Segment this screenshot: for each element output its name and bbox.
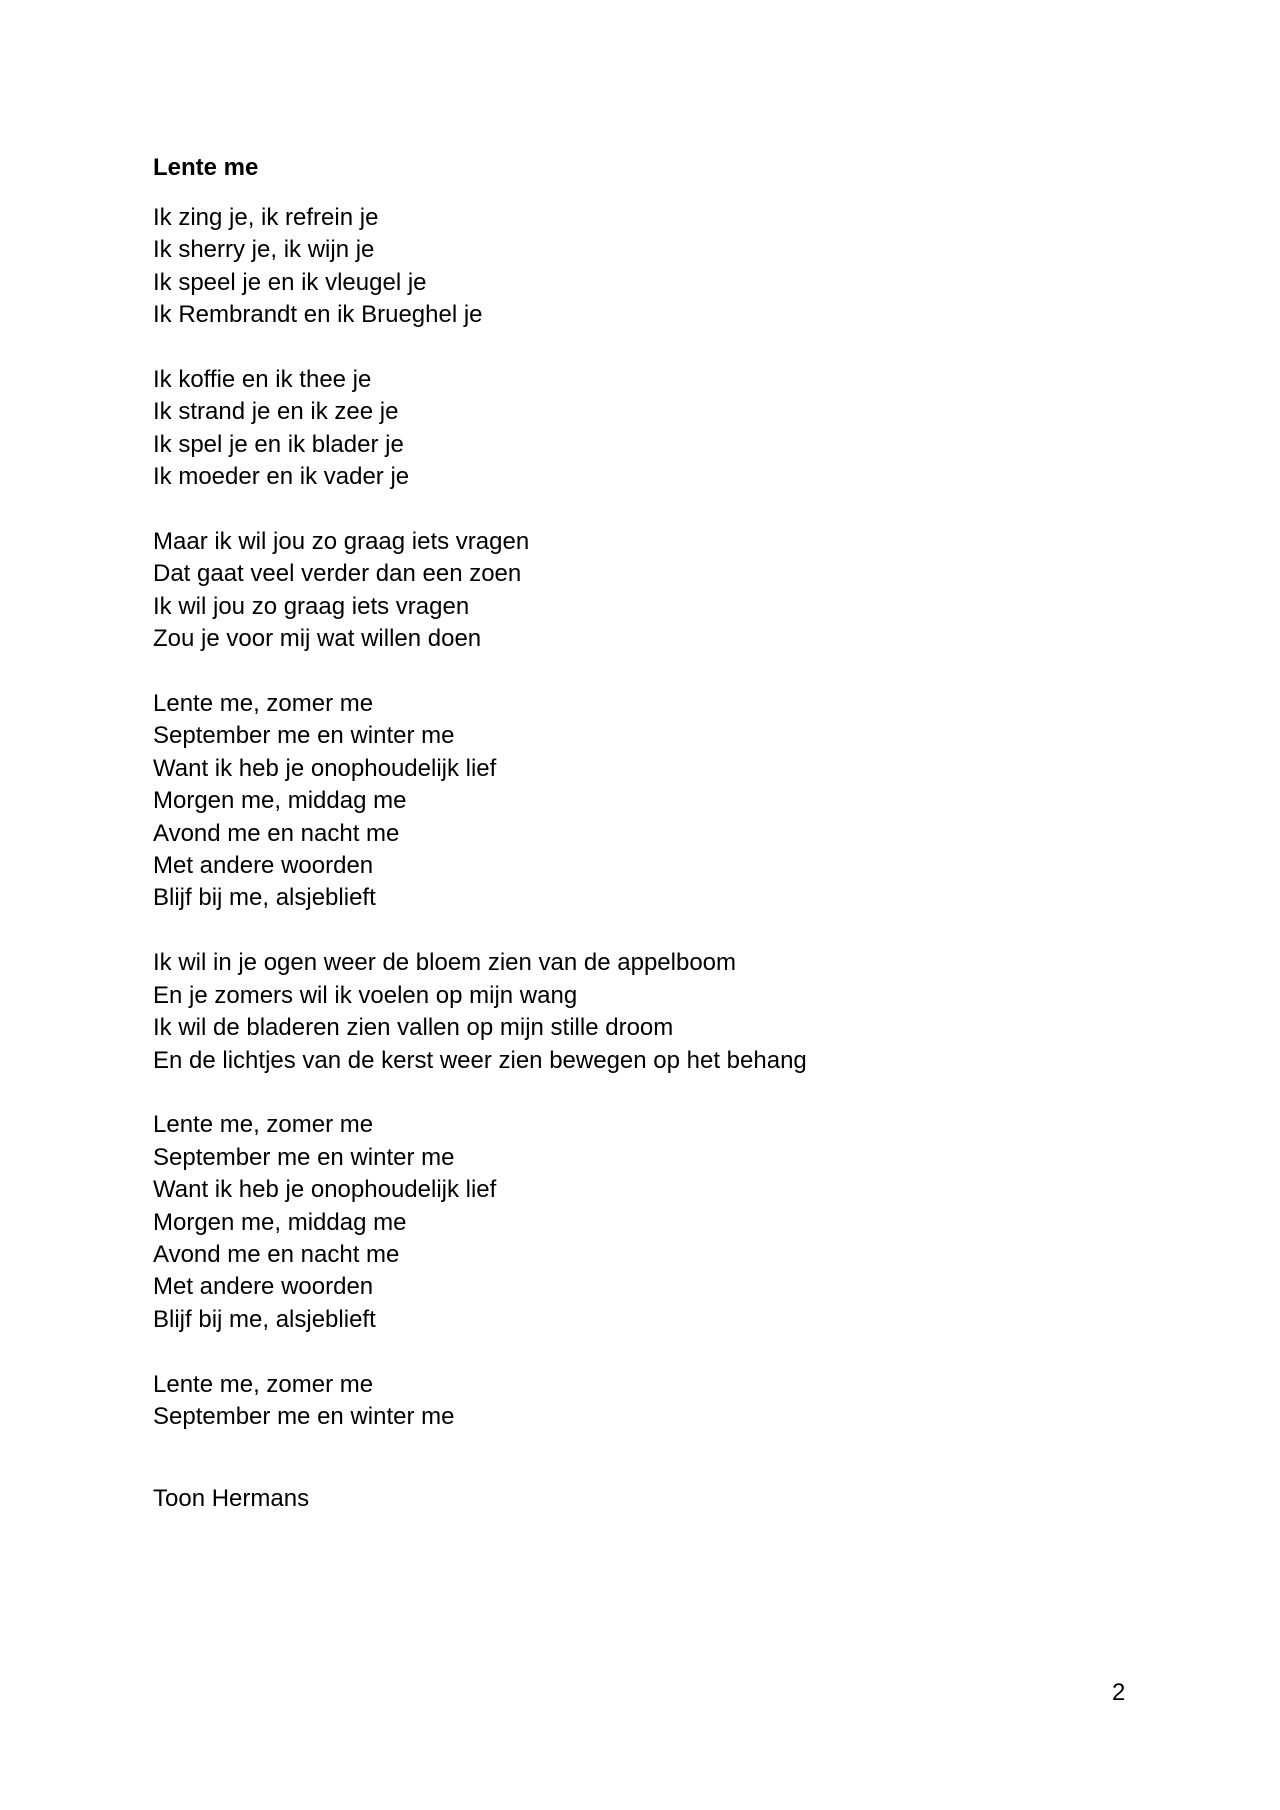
- poem-line: Want ik heb je onophoudelijk lief: [153, 1176, 497, 1204]
- poem-line: Morgen me, middag me: [153, 787, 407, 815]
- poem-line: Lente me, zomer me: [153, 1111, 374, 1139]
- poem-line: Ik zing je, ik refrein je: [153, 204, 379, 231]
- poem-line: Met andere woorden: [153, 1273, 374, 1301]
- poem-line: En de lichtjes van de kerst weer zien bewegen op het behang: [153, 1046, 807, 1074]
- poem-line: Morgen me, middag me: [153, 1208, 407, 1236]
- poem-line: Ik wil jou zo graag iets vragen: [153, 592, 470, 620]
- stanza: [153, 364, 807, 494]
- poem-line: Want ik heb je onophoudelijk lief: [153, 754, 497, 782]
- poem-title: Lente me: [153, 154, 259, 181]
- stanza: [153, 526, 807, 656]
- poem-line: Avond me en nacht me: [153, 819, 400, 847]
- poem-line: September me en winter me: [153, 1143, 455, 1171]
- poem-body: [153, 202, 807, 1516]
- poem-line: Met andere woorden: [153, 852, 374, 880]
- stanza: [153, 947, 807, 1077]
- poem-line: Ik strand je en ik zee je: [153, 398, 399, 426]
- stanza: [153, 1369, 807, 1434]
- poem-line: Ik spel je en ik blader je: [153, 430, 404, 458]
- poem-line: Blijf bij me, alsjeblieft: [153, 884, 376, 912]
- poem-line: Zou je voor mij wat willen doen: [153, 625, 482, 653]
- page-number: 2: [1112, 1679, 1126, 1706]
- poem-line: Dat gaat veel verder dan een zoen: [153, 560, 522, 588]
- poem-line: Blijf bij me, alsjeblieft: [153, 1305, 376, 1333]
- poem-line: Avond me en nacht me: [153, 1240, 400, 1268]
- poem-line: Ik koffie en ik thee je: [153, 366, 372, 394]
- poem-line: September me en winter me: [153, 1402, 455, 1430]
- poem-line: Lente me, zomer me: [153, 690, 374, 718]
- poem-line: Lente me, zomer me: [153, 1370, 374, 1398]
- author-name: Toon Hermans: [153, 1485, 310, 1513]
- poem-line: Ik sherry je, ik wijn je: [153, 236, 375, 264]
- poem-line: En je zomers wil ik voelen op mijn wang: [153, 981, 578, 1009]
- poem-line: Ik speel je en ik vleugel je: [153, 268, 427, 296]
- poem-line: Ik wil de bladeren zien vallen op mijn stille droom: [153, 1014, 674, 1042]
- poem-line: Ik wil in je ogen weer de bloem zien van de appelboom: [153, 949, 737, 977]
- poem-line: Ik moeder en ik vader je: [153, 463, 410, 491]
- poem-line: Maar ik wil jou zo graag iets vragen: [153, 528, 530, 556]
- poem-line: Ik Rembrandt en ik Brueghel je: [153, 301, 483, 329]
- stanza: [153, 1109, 807, 1336]
- poem-line: September me en winter me: [153, 722, 455, 750]
- stanza: [153, 202, 807, 332]
- stanza: [153, 688, 807, 915]
